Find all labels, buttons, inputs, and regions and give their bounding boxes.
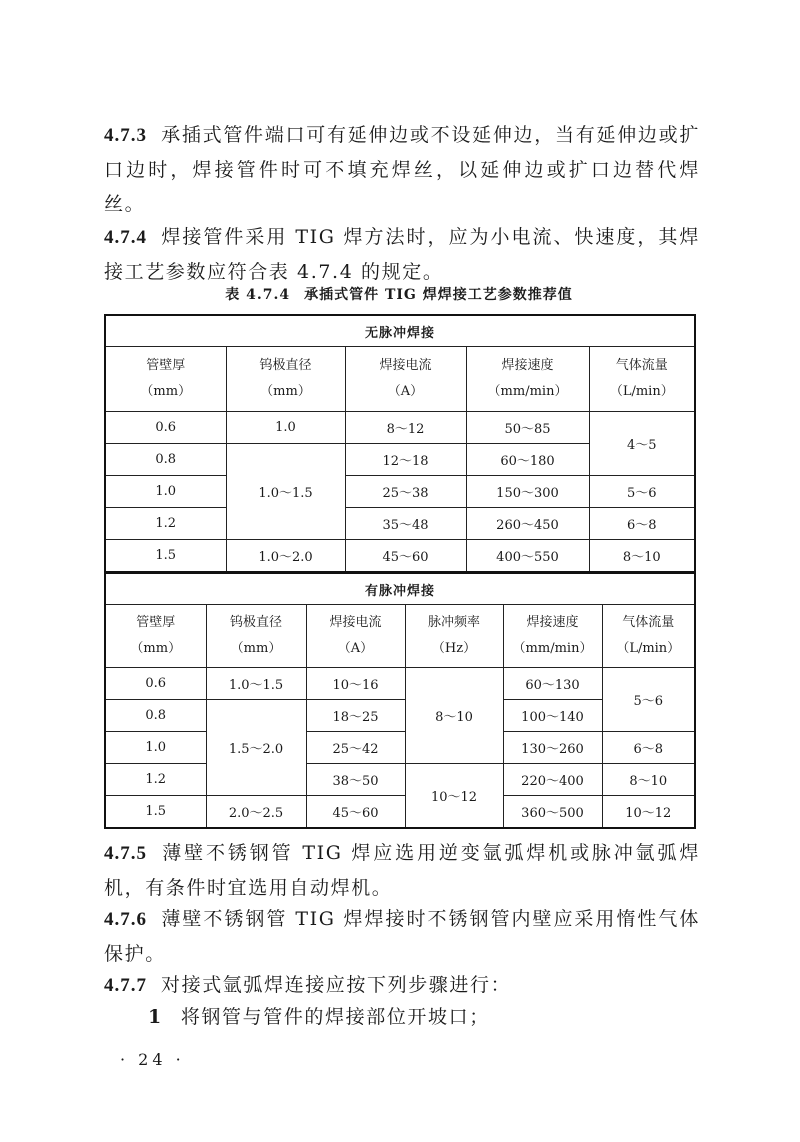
speed-cell: 50～85 bbox=[466, 412, 589, 444]
clause-number: 4.7.4 bbox=[104, 227, 147, 248]
section-title: 无脉冲焊接 bbox=[105, 315, 695, 347]
speed-cell: 60～130 bbox=[503, 668, 602, 700]
thickness-cell: 1.5 bbox=[105, 796, 206, 829]
clause-4-7-7 bbox=[104, 968, 700, 1003]
current-cell: 18～25 bbox=[306, 700, 405, 732]
clause-4-7-5 bbox=[104, 836, 700, 905]
clause-number: 4.7.6 bbox=[104, 909, 147, 930]
header-cell: 脉冲频率 （Hz） bbox=[405, 605, 503, 668]
thickness-cell: 1.2 bbox=[105, 508, 226, 540]
header-cell: 焊接速度 （mm/min） bbox=[503, 605, 602, 668]
speed-cell: 130～260 bbox=[503, 732, 602, 764]
header-cell: 焊接电流 （A） bbox=[306, 605, 405, 668]
current-cell: 10～16 bbox=[306, 668, 405, 700]
current-cell: 45～60 bbox=[306, 796, 405, 829]
table-row bbox=[105, 508, 695, 540]
gas-cell: 5～6 bbox=[589, 476, 695, 508]
thickness-cell: 0.8 bbox=[105, 700, 206, 732]
header-cell: 钨极直径 （mm） bbox=[226, 347, 345, 412]
speed-cell: 60～180 bbox=[466, 444, 589, 476]
header-cell: 焊接速度 （mm/min） bbox=[466, 347, 589, 412]
speed-cell: 100～140 bbox=[503, 700, 602, 732]
electrode-cell: 1.0～1.5 bbox=[226, 444, 345, 540]
current-cell: 8～12 bbox=[345, 412, 466, 444]
current-cell: 25～42 bbox=[306, 732, 405, 764]
speed-cell: 360～500 bbox=[503, 796, 602, 829]
gas-cell: 5～6 bbox=[602, 668, 695, 732]
clause-text: 薄壁不锈钢管 TIG 焊焊接时不锈钢管内壁应采用惰性气体保护。 bbox=[104, 908, 700, 965]
table-caption bbox=[104, 284, 694, 304]
speed-cell: 220～400 bbox=[503, 764, 602, 796]
gas-cell: 8～10 bbox=[589, 540, 695, 573]
table-title: 承插式管件 TIG 焊焊接工艺参数推荐值 bbox=[304, 287, 573, 303]
header-cell: 钨极直径 （mm） bbox=[206, 605, 306, 668]
thickness-cell: 0.6 bbox=[105, 412, 226, 444]
thickness-cell: 1.2 bbox=[105, 764, 206, 796]
thickness-cell: 1.5 bbox=[105, 540, 226, 573]
clause-text: 薄壁不锈钢管 TIG 焊应选用逆变氩弧焊机或脉冲氩弧焊机，有条件时宜选用自动焊机。 bbox=[104, 842, 700, 899]
electrode-cell: 1.0 bbox=[226, 412, 345, 444]
table-row bbox=[105, 476, 695, 508]
current-cell: 45～60 bbox=[345, 540, 466, 573]
electrode-cell: 2.0～2.5 bbox=[206, 796, 306, 829]
clause-4-7-4 bbox=[104, 220, 700, 289]
table-row bbox=[105, 668, 695, 700]
current-cell: 12～18 bbox=[345, 444, 466, 476]
clause-text: 承插式管件端口可有延伸边或不设延伸边，当有延伸边或扩口边时，焊接管件时可不填充焊丝，以延伸边或扩口边替代焊丝。 bbox=[104, 124, 700, 215]
electrode-cell: 1.0～2.0 bbox=[226, 540, 345, 573]
clause-4-7-3 bbox=[104, 118, 700, 221]
header-cell: 焊接电流 （A） bbox=[345, 347, 466, 412]
gas-cell: 4～5 bbox=[589, 412, 695, 476]
gas-cell: 8～10 bbox=[602, 764, 695, 796]
gas-cell: 6～8 bbox=[602, 732, 695, 764]
header-cell: 气体流量 （L/min） bbox=[602, 605, 695, 668]
item-number: 1 bbox=[148, 1006, 163, 1028]
speed-cell: 260～450 bbox=[466, 508, 589, 540]
clause-number: 4.7.3 bbox=[104, 125, 147, 146]
speed-cell: 150～300 bbox=[466, 476, 589, 508]
current-cell: 35～48 bbox=[345, 508, 466, 540]
clause-number: 4.7.7 bbox=[104, 975, 147, 996]
thickness-cell: 0.6 bbox=[105, 668, 206, 700]
header-cell: 管壁厚 （mm） bbox=[105, 347, 226, 412]
electrode-cell: 1.0～1.5 bbox=[206, 668, 306, 700]
table-number: 表 4.7.4 bbox=[225, 287, 291, 303]
section-title: 有脉冲焊接 bbox=[105, 573, 695, 605]
no-pulse-welding-table bbox=[104, 314, 696, 573]
frequency-cell: 8～10 bbox=[405, 668, 503, 764]
thickness-cell: 1.0 bbox=[105, 732, 206, 764]
clause-number: 4.7.5 bbox=[104, 843, 147, 864]
current-cell: 25～38 bbox=[345, 476, 466, 508]
thickness-cell: 1.0 bbox=[105, 476, 226, 508]
table-row bbox=[105, 764, 695, 796]
thickness-cell: 0.8 bbox=[105, 444, 226, 476]
list-item-1 bbox=[104, 1000, 744, 1034]
pulse-welding-table bbox=[104, 572, 696, 829]
gas-cell: 6～8 bbox=[589, 508, 695, 540]
table-row bbox=[105, 412, 695, 444]
current-cell: 38～50 bbox=[306, 764, 405, 796]
electrode-cell: 1.5～2.0 bbox=[206, 700, 306, 796]
clause-text: 对接式氩弧焊连接应按下列步骤进行： bbox=[161, 974, 512, 996]
page-number: · 24 · bbox=[120, 1050, 185, 1069]
table-row bbox=[105, 540, 695, 573]
item-text: 将钢管与管件的焊接部位开坡口； bbox=[180, 1006, 490, 1028]
table-row bbox=[105, 796, 695, 829]
clause-4-7-6 bbox=[104, 902, 700, 971]
clause-text: 焊接管件采用 TIG 焊方法时，应为小电流、快速度，其焊接工艺参数应符合表 4.7.4 的规定。 bbox=[104, 226, 700, 283]
gas-cell: 10～12 bbox=[602, 796, 695, 829]
header-cell: 管壁厚 （mm） bbox=[105, 605, 206, 668]
speed-cell: 400～550 bbox=[466, 540, 589, 573]
header-cell: 气体流量 （L/min） bbox=[589, 347, 695, 412]
table-row bbox=[105, 732, 695, 764]
frequency-cell: 10～12 bbox=[405, 764, 503, 829]
